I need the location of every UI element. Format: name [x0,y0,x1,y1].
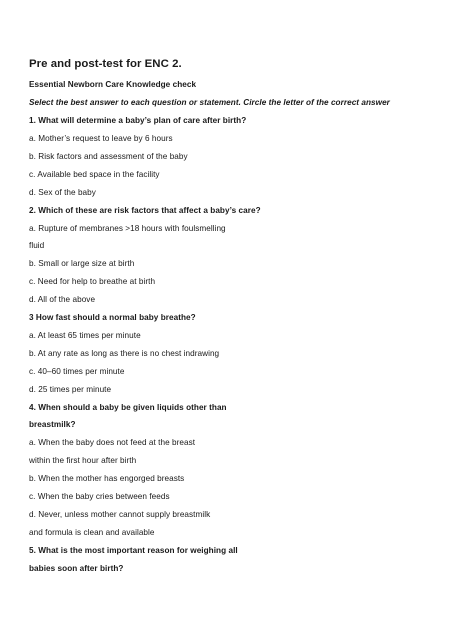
q1-option-c: c. Available bed space in the facility [29,170,160,179]
question-4-line1: 4. When should a baby be given liquids other than [29,403,227,412]
question-4-line2: breastmilk? [29,420,76,429]
q4-option-d-line2: and formula is clean and available [29,528,155,537]
question-5-line1: 5. What is the most important reason for weighing all [29,546,238,555]
q2-option-b: b. Small or large size at birth [29,259,135,268]
q1-option-d: d. Sex of the baby [29,188,96,197]
q3-option-a: a. At least 65 times per minute [29,331,141,340]
q4-option-a-line1: a. When the baby does not feed at the breast [29,438,196,447]
q4-option-a-line2: within the first hour after birth [29,456,137,465]
q2-option-d: d. All of the above [29,295,96,304]
q4-option-b: b. When the mother has engorged breasts [29,474,185,483]
q1-option-a: a. Mother’s request to leave by 6 hours [29,134,173,143]
q2-option-a-line1: a. Rupture of membranes >18 hours with foulsmelling [29,224,226,233]
q3-option-c: c. 40–60 times per minute [29,367,125,376]
question-1: 1. What will determine a baby’s plan of care after birth? [29,116,247,125]
q4-option-c: c. When the baby cries between feeds [29,492,170,501]
q3-option-b: b. At any rate as long as there is no chest indrawing [29,349,220,358]
q1-option-b: b. Risk factors and assessment of the baby [29,152,188,161]
q2-option-a-line2: fluid [29,241,45,250]
q2-option-c: c. Need for help to breathe at birth [29,277,156,286]
question-5-line2: babies soon after birth? [29,564,124,573]
question-2: 2. Which of these are risk factors that affect a baby’s care? [29,206,261,215]
q4-option-d-line1: d. Never, unless mother cannot supply breastmilk [29,510,211,519]
question-3: 3 How fast should a normal baby breathe? [29,313,196,322]
document-subtitle: Essential Newborn Care Knowledge check [29,80,197,89]
document-title: Pre and post-test for ENC 2. [29,58,182,70]
q3-option-d: d. 25 times per minute [29,385,112,394]
instructions: Select the best answer to each question or statement. Circle the letter of the correct answer [29,98,390,107]
